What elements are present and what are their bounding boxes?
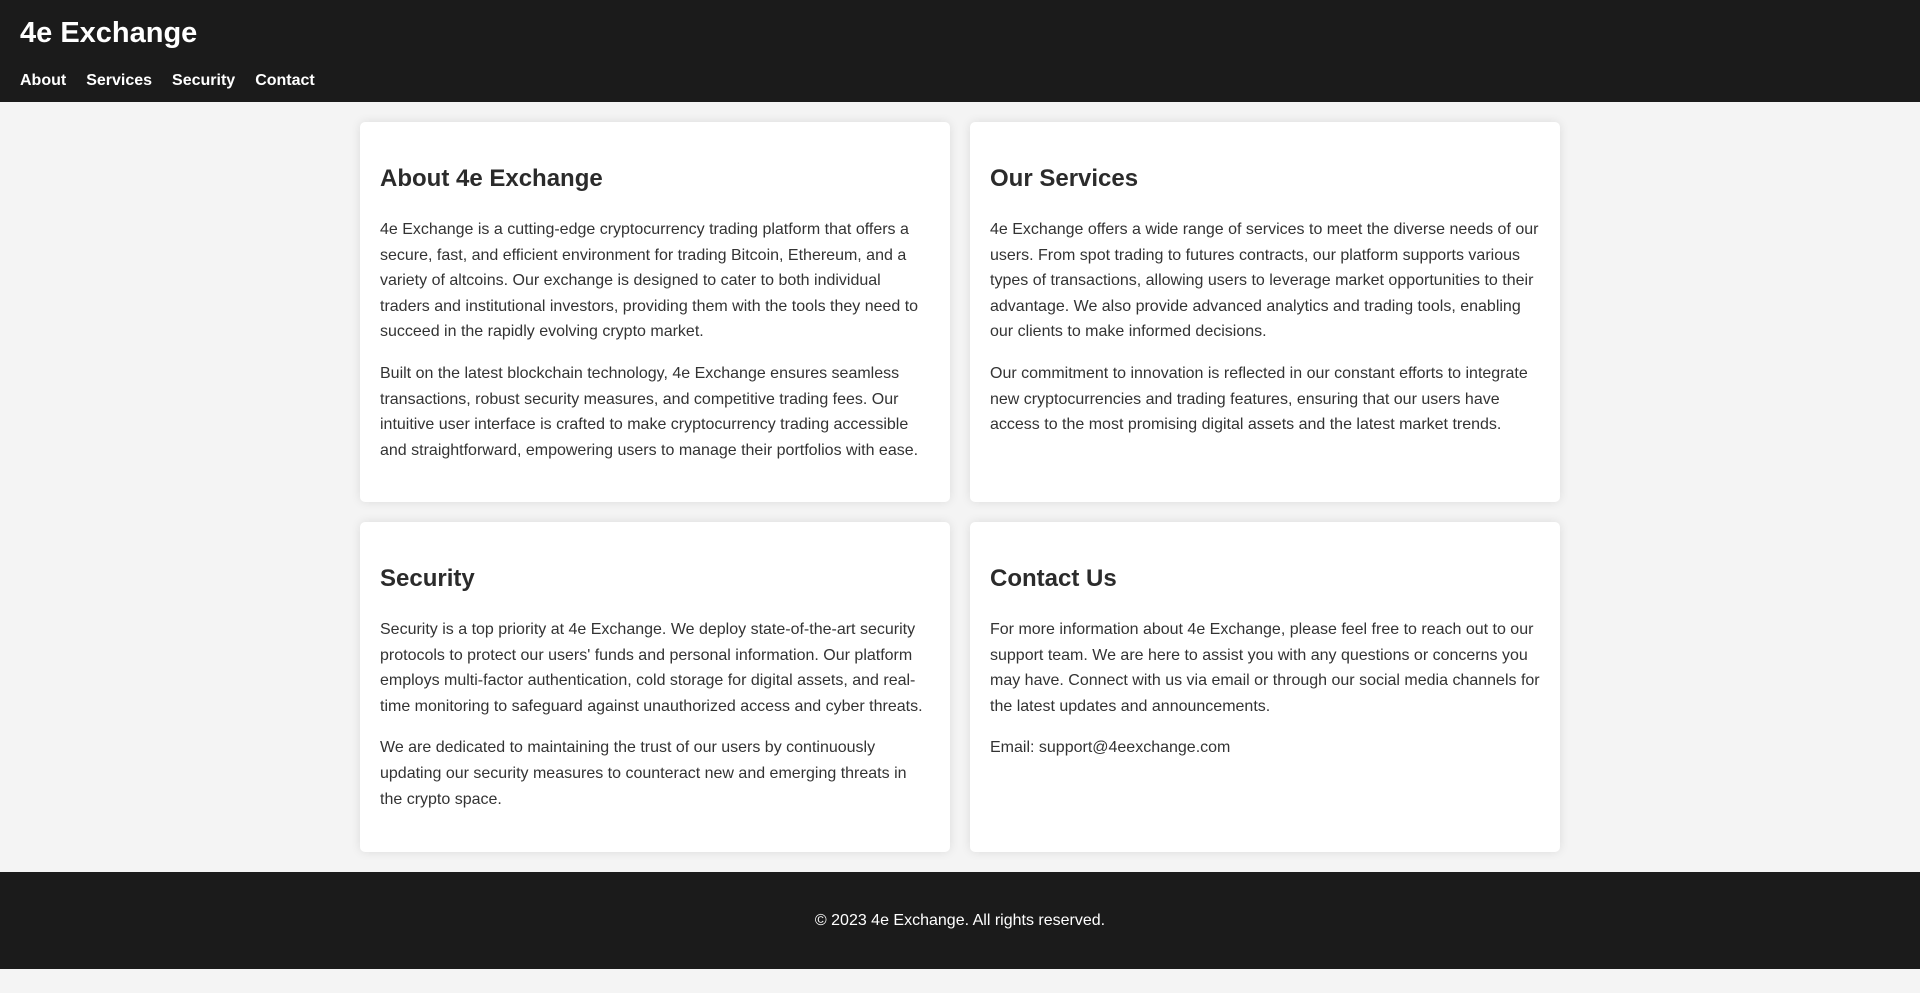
- about-heading: About 4e Exchange: [380, 165, 603, 192]
- main-content: [360, 122, 1560, 852]
- security-heading: Security: [380, 565, 475, 592]
- site-footer: [0, 872, 1920, 969]
- contact-heading: Contact Us: [990, 565, 1117, 592]
- main-nav: [20, 71, 1900, 91]
- about-paragraph-1: 4e Exchange is a cutting-edge cryptocurrency trading platform that offers a secure, fast, and efficient environment for trading Bitcoin, Ethereum, and a variety of altcoins. Our exchange is designed to cater to both individual traders and institutional investors, providing them with the tools they need to succeed in the rapidly evolving crypto market.: [380, 221, 919, 341]
- nav-link-about[interactable]: About: [20, 72, 67, 89]
- security-paragraph-2: We are dedicated to maintaining the trust of our users by continuously updating our security measures to counteract new and emerging threats in the crypto space.: [380, 739, 907, 808]
- security-section: [360, 522, 950, 852]
- services-heading: Our Services: [990, 165, 1139, 192]
- security-paragraph-1: Security is a top priority at 4e Exchange. We deploy state-of-the-art security protocols to protect our users' funds and personal information. Our platform employs multi-factor authentication, cold storage for digital assets, and real-time monitoring to safeguard against unauthorized access and cyber threats.: [380, 621, 923, 715]
- footer-copyright: © 2023 4e Exchange. All rights reserved.: [814, 911, 1106, 929]
- contact-email: Email: support@4eexchange.com: [990, 739, 1231, 757]
- nav-link-services[interactable]: Services: [86, 72, 153, 89]
- about-paragraph-2: Built on the latest blockchain technology, 4e Exchange ensures seamless transactions, robust security measures, and competitive trading fees. Our intuitive user interface is crafted to make cryptocurrency trading accessible and straightforward, empowering users to manage their portfolios with ease.: [380, 364, 919, 459]
- services-paragraph-2: Our commitment to innovation is reflected in our constant efforts to integrate new cryptocurrencies and trading features, ensuring that our users have access to the most promising digital assets and the latest market trends.: [990, 364, 1528, 434]
- services-section: [970, 122, 1560, 502]
- contact-paragraph: For more information about 4e Exchange, please feel free to reach out to our support team. We are here to assist you with any questions or concerns you may have. Connect with us via email or through our social media channels for the latest updates and announcements.: [990, 621, 1540, 715]
- nav-link-contact[interactable]: Contact: [255, 72, 315, 89]
- contact-section: [970, 522, 1560, 852]
- services-paragraph-1: 4e Exchange offers a wide range of services to meet the diverse needs of our users. From spot trading to futures contracts, our platform supports various types of transactions, allowing users to leverage market opportunities to their advantage. We also provide advanced analytics and trading tools, enabling our clients to make informed decisions.: [990, 221, 1539, 341]
- site-title: 4e Exchange: [20, 17, 198, 49]
- nav-link-security[interactable]: Security: [172, 72, 236, 89]
- about-section: [360, 122, 950, 502]
- site-header: [0, 0, 1920, 102]
